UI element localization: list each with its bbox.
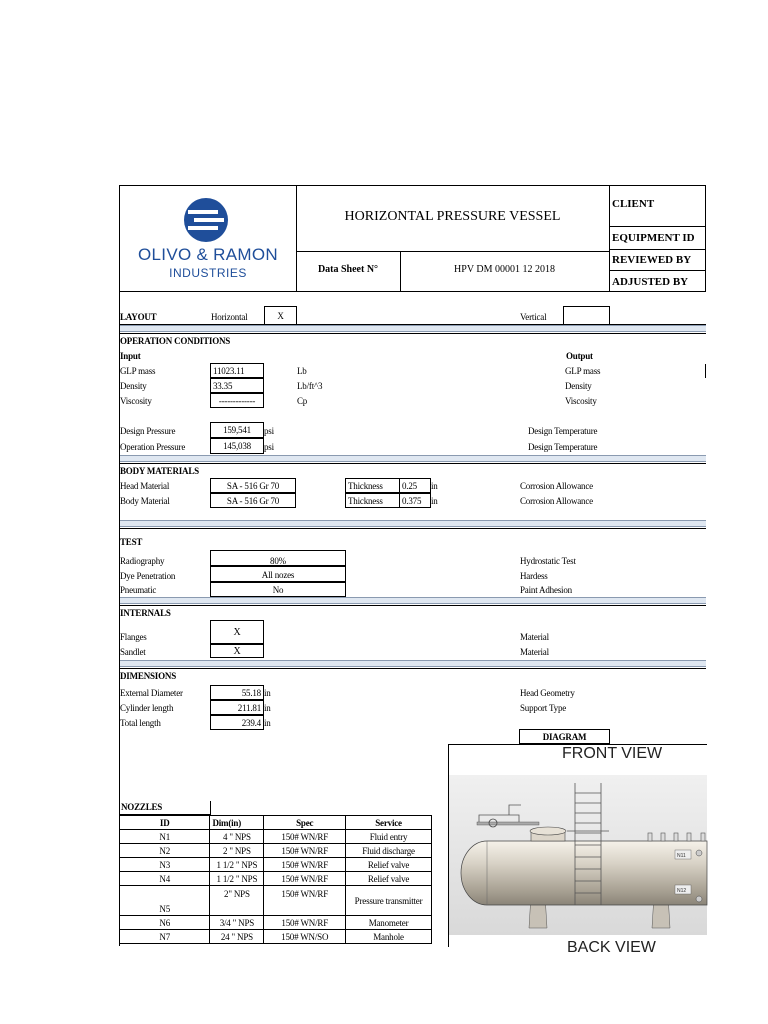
nozzle-service: Pressure transmitter — [346, 886, 432, 916]
sandlet-label: Sandlet — [120, 647, 146, 657]
nozzle-service: Fluid entry — [346, 830, 432, 844]
nozzle-service: Manometer — [346, 916, 432, 930]
head-thickness-field[interactable]: 0.25 — [399, 478, 431, 493]
thickness-label: Thickness — [345, 493, 400, 508]
viscosity-unit: Cp — [297, 396, 308, 406]
nozzle-id: N3 — [120, 858, 210, 872]
head-material-label: Head Material — [120, 481, 170, 491]
nozzle-id: N1 — [120, 830, 210, 844]
total-length-label: Total length — [120, 718, 161, 728]
support-type-label: Support Type — [520, 703, 567, 713]
paint-adhesion-label: Paint Adhesion — [520, 585, 572, 595]
design-pressure-field[interactable]: 159,541 — [210, 422, 264, 438]
diagram-frame — [448, 744, 707, 956]
row-border — [119, 463, 706, 464]
datasheet-number: HPV DM 00001 12 2018 — [454, 264, 555, 275]
dimension-unit: in — [264, 718, 271, 728]
section-separator — [119, 520, 706, 527]
psi-unit: psi — [264, 442, 274, 452]
vessel-body-icon — [461, 841, 707, 905]
dimensions-title: DIMENSIONS — [120, 671, 177, 681]
flanges-check[interactable]: X — [210, 620, 264, 644]
vessel-drawing — [449, 745, 707, 947]
nozzle-dim: 1 1/2 " NPS — [210, 872, 264, 886]
company-name: OLIVO & RAMON — [138, 245, 278, 264]
field-edge — [705, 364, 706, 378]
operation-title: OPERATION CONDITIONS — [120, 336, 231, 346]
column-header: ID — [120, 816, 210, 830]
material-label: Material — [520, 632, 549, 642]
design-temperature-label: Design Temperature — [528, 426, 598, 436]
equipment-id-label: EQUIPMENT ID — [612, 232, 695, 244]
cylinder-length-label: Cylinder length — [120, 703, 174, 713]
section-separator — [119, 660, 706, 667]
pneumatic-field[interactable]: No — [210, 582, 346, 597]
diagram-label: DIAGRAM — [519, 729, 610, 744]
adjusted-by-label: ADJUSTED BY — [612, 276, 689, 288]
nozzle-spec: 150# WN/SO — [264, 930, 346, 944]
document-title: HORIZONTAL PRESSURE VESSEL — [344, 209, 561, 224]
nozzle-id: N7 — [120, 930, 210, 944]
dye-penetration-label: Dye Penetration — [120, 571, 176, 581]
dimension-unit: in — [264, 688, 271, 698]
flanges-label: Flanges — [120, 632, 147, 642]
nozzle-dim: 24 " NPS — [210, 930, 264, 944]
radiography-label: Radiography — [120, 556, 165, 566]
external-diameter-field[interactable]: 55.18 — [210, 685, 264, 700]
thickness-label: Thickness — [345, 478, 400, 493]
nozzle-service: Fluid discharge — [346, 844, 432, 858]
column-header: Service — [346, 816, 432, 830]
back-view-title: BACK VIEW — [567, 939, 656, 956]
nozzle-dim: 4 " NPS — [210, 830, 264, 844]
body-material-label: Body Material — [120, 496, 170, 506]
viscosity-label: Viscosity — [120, 396, 152, 406]
nozzle-spec: 150# WN/RF — [264, 872, 346, 886]
out-glp-mass-label: GLP mass — [565, 366, 601, 376]
table-row — [120, 830, 432, 844]
design-pressure-label: Design Pressure — [120, 426, 176, 436]
table-row — [120, 872, 432, 886]
nozzle-dim: 2 " NPS — [210, 844, 264, 858]
row-border — [119, 333, 706, 334]
vertical-check[interactable] — [563, 306, 610, 325]
operation-pressure-label: Operation Pressure — [120, 442, 186, 452]
psi-unit: psi — [264, 426, 274, 436]
row-border — [119, 528, 706, 529]
head-material-field[interactable]: SA - 516 Gr 70 — [210, 478, 296, 493]
nozzle-spec: 150# WN/RF — [264, 844, 346, 858]
design-temperature-label: Design Temperature — [528, 442, 598, 452]
reviewed-by-label: REVIEWED BY — [612, 254, 692, 266]
corrosion-allowance-label: Corrosion Allowance — [520, 496, 593, 506]
total-length-field[interactable]: 239.4 — [210, 715, 264, 730]
pneumatic-label: Pneumatic — [120, 585, 157, 595]
horizontal-check[interactable]: X — [264, 306, 297, 325]
header-divider — [296, 185, 297, 292]
cylinder-length-field[interactable]: 211.81 — [210, 700, 264, 715]
corrosion-allowance-label: Corrosion Allowance — [520, 481, 593, 491]
nozzle-spec: 150# WN/RF — [264, 858, 346, 872]
header-divider — [609, 270, 706, 271]
thickness-unit: in — [431, 496, 438, 506]
nozzle-service: Manhole — [346, 930, 432, 944]
nozzle-spec: 150# WN/RF — [264, 830, 346, 844]
body-thickness-field[interactable]: 0.375 — [399, 493, 431, 508]
client-label: CLIENT — [612, 198, 655, 210]
n12-label: N12 — [677, 888, 687, 894]
density-label: Density — [120, 381, 147, 391]
radiography-field[interactable]: 80% — [210, 550, 346, 566]
nozzle-dim: 1 1/2 " NPS — [210, 858, 264, 872]
table-row — [120, 916, 432, 930]
nozzles-title: NOZZLES — [119, 801, 211, 815]
dimension-unit: in — [264, 703, 271, 713]
nozzle-id: N4 — [120, 872, 210, 886]
section-separator — [119, 455, 706, 462]
datasheet-label: Data Sheet N° — [317, 264, 379, 275]
nozzle-id: N6 — [120, 916, 210, 930]
test-title: TEST — [120, 537, 143, 547]
body-materials-title: BODY MATERIALS — [120, 466, 199, 476]
body-material-field[interactable]: SA - 516 Gr 70 — [210, 493, 296, 508]
dye-penetration-field[interactable]: All nozes — [210, 566, 346, 582]
nozzle-id: N2 — [120, 844, 210, 858]
thickness-unit: in — [431, 481, 438, 491]
nozzle-service: Relief valve — [346, 858, 432, 872]
hardness-label: Hardess — [520, 571, 548, 581]
operation-pressure-field[interactable]: 145,038 — [210, 438, 264, 454]
table-row — [120, 858, 432, 872]
nozzle-service: Relief valve — [346, 872, 432, 886]
section-separator — [119, 597, 706, 604]
hydrostatic-test-label: Hydrostatic Test — [520, 556, 576, 566]
header-divider — [296, 251, 610, 252]
output-label: Output — [566, 351, 593, 361]
table-header-row — [120, 816, 432, 830]
glp-mass-field[interactable]: 11023.11 — [210, 363, 264, 378]
header-divider — [609, 249, 706, 250]
table-row — [120, 930, 432, 944]
internals-title: INTERNALS — [120, 608, 171, 618]
material-label: Material — [520, 647, 549, 657]
head-geometry-label: Head Geometry — [520, 688, 575, 698]
viscosity-field[interactable]: ------------- — [210, 393, 264, 408]
layout-label: LAYOUT — [120, 312, 157, 322]
table-row — [120, 886, 432, 916]
horizontal-label: Horizontal — [211, 312, 248, 322]
company-subtitle: INDUSTRIES — [169, 266, 247, 280]
sandlet-check[interactable]: X — [210, 644, 264, 658]
out-viscosity-label: Viscosity — [565, 396, 597, 406]
glp-mass-label: GLP mass — [120, 366, 156, 376]
row-border — [119, 668, 706, 669]
input-label: Input — [120, 351, 141, 361]
section-separator — [119, 325, 706, 332]
glp-mass-unit: Lb — [297, 366, 307, 376]
nozzle-id: N5 — [120, 886, 210, 916]
out-density-label: Density — [565, 381, 592, 391]
n11-label: N11 — [677, 853, 686, 859]
header-divider — [609, 185, 610, 292]
external-diameter-label: External Diameter — [120, 688, 183, 698]
nozzle-spec: 150# WN/RF — [264, 886, 346, 916]
nozzles-table — [119, 815, 432, 944]
header-divider — [609, 226, 706, 227]
company-logo-icon — [182, 196, 230, 244]
density-unit: Lb/ft^3 — [297, 381, 323, 391]
table-row — [120, 844, 432, 858]
column-header: Spec — [264, 816, 346, 830]
density-field[interactable]: 33.35 — [210, 378, 264, 393]
vertical-label: Vertical — [520, 312, 547, 322]
nozzle-dim: 2" NPS — [210, 886, 264, 916]
row-border — [119, 605, 706, 606]
column-header: Dim(in) — [210, 816, 264, 830]
nozzle-spec: 150# WN/RF — [264, 916, 346, 930]
front-view-title: FRONT VIEW — [562, 745, 663, 762]
nozzle-dim: 3/4 " NPS — [210, 916, 264, 930]
